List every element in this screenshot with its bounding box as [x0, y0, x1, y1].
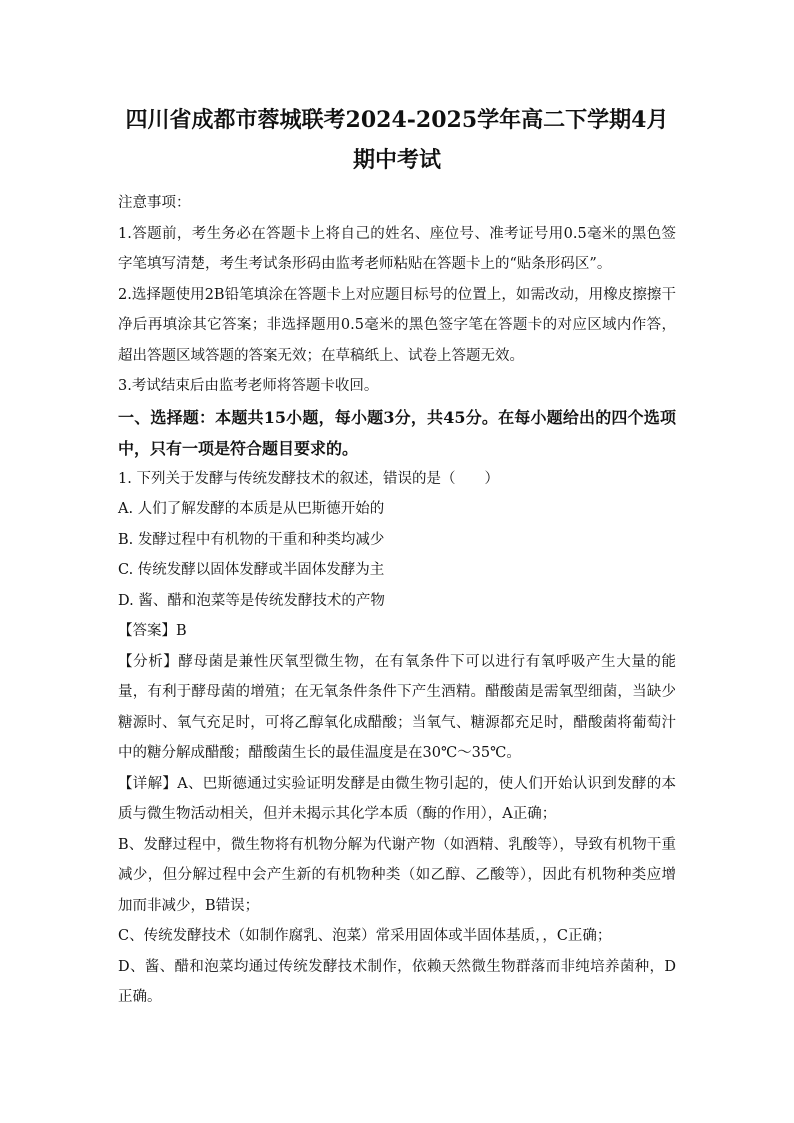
notice-item-2: 2.选择题使用2B铅笔填涂在答题卡上对应题目标号的位置上，如需改动，用橡皮擦擦干净后再填涂其它答案；非选择题用0.5毫米的黑色签字笔在答题卡的对应区域内作答，超出答题区域答题的答案无效；在草稿纸上、试卷上答题无效。 — [118, 286, 676, 364]
question-stem: 1. 下列关于发酵与传统发酵技术的叙述，错误的是（ ） — [118, 470, 499, 487]
option-c: C. 传统发酵以固体发酵或半固体发酵为主 — [118, 562, 385, 578]
detail-paragraph-d: D、酱、醋和泡菜均通过传统发酵技术制作，依赖天然微生物群落而非纯培养菌种，D正确。 — [118, 958, 676, 1005]
option-a: A. 人们了解发酵的本质是从巴斯德开始的 — [118, 501, 385, 517]
answer-line: 【答案】B — [118, 623, 187, 639]
notice-item-3: 3.考试结束后由监考老师将答题卡收回。 — [118, 378, 379, 394]
option-b: B. 发酵过程中有机物的干重和种类均减少 — [118, 531, 385, 548]
detail-paragraph-c: C、传统发酵技术（如制作腐乳、泡菜）常采用固体或半固体基质，，C正确； — [118, 928, 612, 944]
section-heading: 一、选择题：本题共15小题，每小题3分，共45分。在每小题给出的四个选项中，只有一项是符合题目要求的。 — [118, 407, 676, 458]
detail-paragraph-b: B、发酵过程中，微生物将有机物分解为代谢产物（如酒精、乳酸等），导致有机物干重减少，但分解过程中会产生新的有机物种类（如乙醇、乙酸等），因此有机物种类应增加而非减少，B错误； — [118, 836, 676, 914]
detail-paragraph-a: 【详解】A、巴斯德通过实验证明发酵是由微生物引起的，使人们开始认识到发酵的本质与微生物活动相关，但并未揭示其化学本质（酶的作用），A正确； — [118, 775, 676, 822]
document-title: 四川省成都市蓉城联考2024-2025学年高二下学期4月期中考试 — [125, 107, 669, 173]
notice-item-1: 1.答题前，考生务必在答题卡上将自己的姓名、座位号、准考证号用0.5毫米的黑色签字笔填写清楚，考生考试条形码由监考老师粘贴在答题卡上的“贴条形码区”。 — [118, 225, 676, 272]
notice-heading: 注意事项： — [118, 195, 191, 211]
analysis-paragraph: 【分析】酵母菌是兼性厌氧型微生物，在有氧条件下可以进行有氧呼吸产生大量的能量，有利于酵母菌的增殖；在无氧条件条件下产生酒精。醋酸菌是需氧型细菌，当缺少糖源时、氧气充足时，可将乙醇氧化成醋酸；当氧气、糖源都充足时，醋酸菌将葡萄汁中的糖分解成醋酸；醋酸菌生长的最佳温度是在30℃～35℃。 — [118, 653, 676, 761]
option-d: D. 酱、醋和泡菜等是传统发酵技术的产物 — [118, 592, 385, 609]
